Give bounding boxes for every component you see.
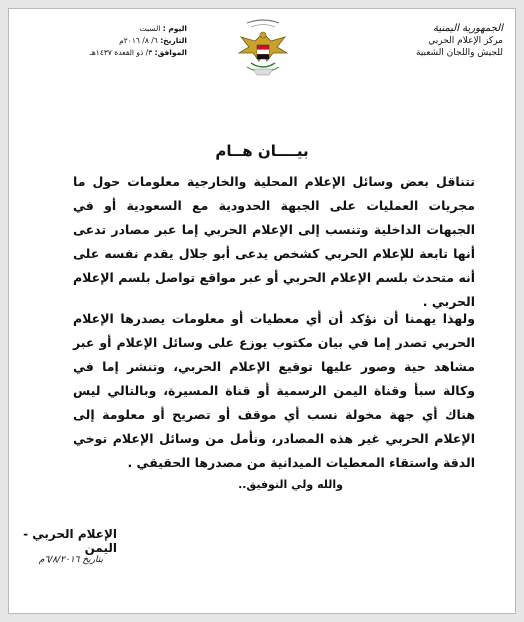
day-label: اليوم : (162, 24, 187, 33)
hijri-value: ٣/ ذو القعدة ١٤٣٧هـ (89, 48, 153, 57)
date-value: ٦/ ٨/ ٢٠١٦م (119, 36, 158, 45)
header-issuer (353, 23, 503, 59)
day-row (37, 23, 187, 35)
hijri-label: الموافق: (154, 48, 187, 57)
hijri-row (37, 47, 187, 59)
document-page (8, 8, 516, 614)
signature: الإعلام الحربي - اليمن (23, 527, 117, 555)
signature-date: بتاريخ ٦/٨/٢٠١٦م (38, 555, 103, 565)
issuer-country: الجمهورية اليمنية (432, 23, 503, 34)
statement-heading: بيــــان هــام (215, 142, 309, 160)
closing-line: والله ولي التوفيق.. (238, 478, 343, 491)
date-label: التاريخ: (160, 36, 187, 45)
issuer-line-1: مركز الإعلام الحربي (428, 36, 503, 46)
day-value: السبت (139, 24, 161, 33)
issuer-line-2: للجيش واللجان الشعبية (415, 48, 503, 58)
yemen-emblem-logo (233, 17, 293, 81)
paragraph-1: تتناقل بعض وسائل الإعلام المحلية والخارجية معلومات حول ما مجريات العمليات على الجبهة الحدودية مع السعودية أو في الجبهات الداخلية وتنسب إلى الإعلام الحربي إما عبر مصادر تدعى أنها تابعة للإعلام الحربي كشخص يدعى أبو جلال يقدم نفسه على أنه متحدث بلسم الإعلام الحربي أو عبر مواقع تواصل بلسم الإعلام الحربي . (73, 174, 475, 309)
date-row (37, 35, 187, 47)
header-date-block (37, 23, 187, 59)
paragraph-2: ولهذا يهمنا أن نؤكد أن أي معطيات أو معلومات يصدرها الإعلام الحربي تصدر إما في بيان مكتوب يوزع على وسائل الإعلام أو عبر مشاهد حية وصور عليها توقيع الإعلام الحربي، وتنشر إما في وكالة سبأ وقناة اليمن الرسمية أو قناة المسيرة، وبالتالي ليس هناك أي جهة مخولة نسب أي موقف أو تصريح أو معلومة إلى الإعلام الحربي غير هذه المصادر، ونأمل من وسائل الإعلام توخي الدقة واستقاء المعطيات الميدانية من مصدرها الحقيقي . (73, 311, 475, 470)
